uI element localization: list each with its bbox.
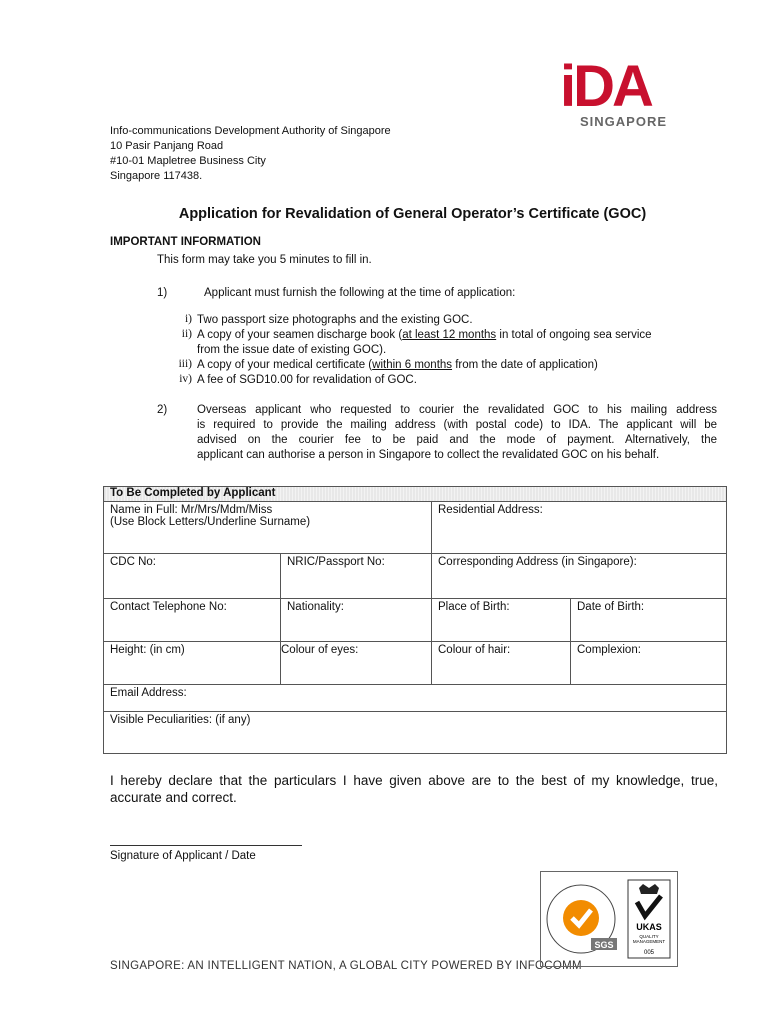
- section2-line: applicant can authorise a person in Singapore to collect the revalidated GOC on his behalf.: [197, 449, 660, 461]
- corresponding-label: Corresponding Address (in Singapore):: [438, 556, 637, 568]
- pob-label: Place of Birth:: [438, 601, 510, 613]
- intro-text: This form may take you 5 minutes to fill in.: [157, 254, 372, 266]
- name-field[interactable]: [104, 502, 432, 554]
- ukas-sub2: MANAGEMENT: [632, 939, 666, 944]
- address-line: #10-01 Mapletree Business City: [110, 155, 266, 167]
- ukas-number: 005: [643, 950, 655, 956]
- name-label: Name in Full: Mr/Mrs/Mdm/Miss: [110, 504, 273, 516]
- list-item: [197, 328, 652, 343]
- email-field[interactable]: [104, 685, 727, 712]
- logo-main-text: iDA: [560, 54, 651, 119]
- sgs-iso-badge: [541, 872, 677, 966]
- place-of-birth-field[interactable]: [432, 599, 571, 642]
- declaration-text: I hereby declare that the particulars I have given above are to the best of my knowledge, true, accurate and correct.: [110, 773, 718, 805]
- ida-logo: [560, 54, 670, 129]
- cdc-field[interactable]: [104, 554, 281, 599]
- list-item: A fee of SGD10.00 for revalidation of GOC.: [197, 374, 417, 386]
- eyes-label: Colour of eyes:: [281, 644, 359, 656]
- list-item-number: iii): [178, 358, 192, 370]
- logo-sub-text: SINGAPORE: [580, 114, 668, 129]
- cdc-label: CDC No:: [110, 556, 157, 568]
- ukas-text: UKAS: [636, 922, 662, 932]
- height-field[interactable]: [104, 642, 281, 685]
- nationality-field[interactable]: [281, 599, 432, 642]
- page-title: Application for Revalidation of General Operator’s Certificate (GOC): [178, 206, 647, 222]
- name-hint: (Use Block Letters/Underline Surname): [110, 516, 311, 528]
- residential-address-field[interactable]: [432, 502, 727, 554]
- footer-slogan: SINGAPORE: AN INTELLIGENT NATION, A GLOBAL CITY POWERED BY INFOCOMM: [110, 960, 582, 972]
- hair-colour-field[interactable]: [432, 642, 571, 685]
- list-item-number: i): [184, 313, 192, 325]
- item-underlined: at least 12 months: [402, 329, 497, 341]
- nationality-label: Nationality:: [287, 601, 344, 613]
- item-text: Two passport size photographs and the existing GOC.: [197, 314, 473, 326]
- eye-colour-field[interactable]: [281, 642, 432, 685]
- item-text: from the date of application): [452, 359, 598, 371]
- item-text: A copy of your seamen discharge book (: [197, 329, 403, 341]
- contact-label: Contact Telephone No:: [110, 601, 227, 613]
- signature-line[interactable]: [110, 845, 302, 846]
- section2-text: [197, 403, 717, 463]
- list-item: [197, 358, 598, 373]
- list-item-number: ii): [181, 328, 192, 340]
- height-label: Height: (in cm): [110, 644, 185, 656]
- section2-line: Overseas applicant who requested to courier the revalidated GOC to his mailing address: [197, 404, 717, 416]
- address-line: 10 Pasir Panjang Road: [110, 140, 224, 152]
- hair-label: Colour of hair:: [438, 644, 511, 656]
- signature-label: Signature of Applicant / Date: [110, 850, 256, 862]
- sgs-text: SGS: [594, 940, 614, 950]
- item-text: A copy of your medical certificate (: [197, 359, 373, 371]
- form-header: To Be Completed by Applicant: [104, 487, 727, 502]
- ukas-sub1: QUALITY: [639, 934, 659, 939]
- complexion-label: Complexion:: [577, 644, 641, 656]
- important-heading: IMPORTANT INFORMATION: [110, 236, 261, 248]
- applicant-form-table: [103, 486, 727, 754]
- dob-label: Date of Birth:: [577, 601, 645, 613]
- section2-line: is required to provide the mailing address (with postal code) to IDA. The applicant will be: [197, 419, 717, 431]
- nric-label: NRIC/Passport No:: [287, 556, 385, 568]
- complexion-field[interactable]: [571, 642, 727, 685]
- list-item-continuation: from the issue date of existing GOC).: [197, 344, 387, 356]
- residential-label: Residential Address:: [438, 504, 543, 516]
- peculiarities-field[interactable]: [104, 712, 727, 754]
- contact-field[interactable]: [104, 599, 281, 642]
- peculiarities-label: Visible Peculiarities: (if any): [110, 714, 251, 726]
- item-underlined: within 6 months: [372, 359, 453, 371]
- email-label: Email Address:: [110, 687, 187, 699]
- date-of-birth-field[interactable]: [571, 599, 727, 642]
- address-line: Singapore 117438.: [110, 170, 203, 182]
- certification-badges: [540, 871, 678, 967]
- sgs-orange-disc: [563, 900, 599, 936]
- address-line: Info-communications Development Authority of Singapore: [110, 125, 391, 137]
- section1-number: 1): [157, 287, 168, 299]
- section2-number: 2): [157, 404, 168, 416]
- address-block: [110, 124, 391, 184]
- list-item-number: iv): [179, 373, 192, 385]
- corresponding-address-field[interactable]: [432, 554, 727, 599]
- section1-text: Applicant must furnish the following at the time of application:: [204, 287, 516, 299]
- nric-field[interactable]: [281, 554, 432, 599]
- list-item: [197, 313, 473, 328]
- item-text: in total of ongoing sea service: [496, 329, 652, 341]
- section2-line: advised on the courier fee to be paid and the mode of payment. Alternatively, the: [197, 434, 717, 446]
